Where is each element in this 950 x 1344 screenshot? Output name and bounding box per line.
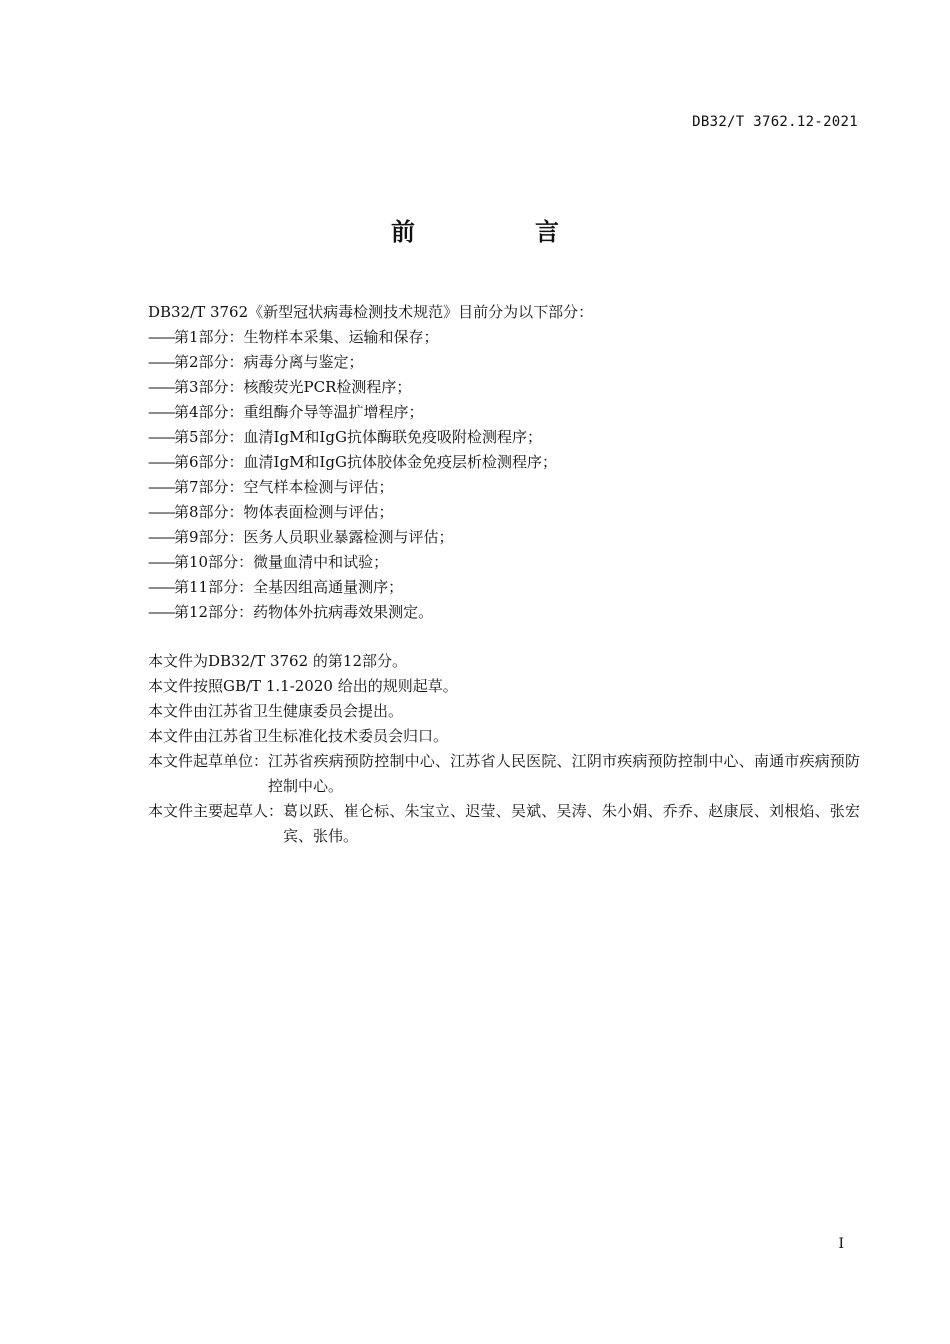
part-item: [148, 325, 860, 350]
intro-line: DB32/T 3762《新型冠状病毒检测技术规范》目前分为以下部分：: [148, 303, 594, 321]
statement-managed-by: 本文件由江苏省卫生标准化技术委员会归口。: [148, 727, 449, 745]
drafting-units-value: 江苏省疾病预防控制中心、江苏省人民医院、江阴市疾病预防控制中心、南通市疾病预防控制中心。: [268, 752, 860, 795]
part-item: [148, 375, 860, 400]
part-label: 第4部分：重组酶介导等温扩增程序；: [174, 403, 424, 421]
dash-marker: ——: [148, 478, 174, 496]
part-label: 第11部分：全基因组高通量测序；: [174, 578, 404, 596]
drafters-value: 葛以跃、崔仑标、朱宝立、迟莹、吴斌、吴涛、朱小娟、乔乔、赵康辰、刘根焰、张宏宾、张伟。: [283, 802, 860, 845]
parts-list: [148, 325, 860, 625]
document-code: DB32/T 3762.12-2021: [692, 114, 858, 130]
dash-marker: ——: [148, 503, 174, 521]
dash-marker: ——: [148, 353, 174, 371]
dash-marker: ——: [148, 603, 174, 621]
drafters-row: [148, 799, 860, 849]
part-item: [148, 400, 860, 425]
part-item: [148, 525, 860, 550]
part-item: [148, 600, 860, 625]
statement-drafting-rules: 本文件按照GB/T 1.1-2020 给出的规则起草。: [148, 677, 458, 695]
part-label: 第2部分：病毒分离与鉴定；: [174, 353, 364, 371]
foreword-body: [148, 300, 860, 849]
part-label: 第7部分：空气样本检测与评估；: [174, 478, 394, 496]
part-item: [148, 500, 860, 525]
part-item: [148, 550, 860, 575]
part-label: 第1部分：生物样本采集、运输和保存；: [174, 328, 439, 346]
part-label: 第9部分：医务人员职业暴露检测与评估；: [174, 528, 454, 546]
dash-marker: ——: [148, 428, 174, 446]
part-item: [148, 350, 860, 375]
part-item: [148, 450, 860, 475]
statement-part-of: 本文件为DB32/T 3762 的第12部分。: [148, 652, 407, 670]
dash-marker: ——: [148, 528, 174, 546]
drafting-units-row: [148, 749, 860, 799]
page-title: 前 言: [391, 218, 607, 246]
statement-proposed-by: 本文件由江苏省卫生健康委员会提出。: [148, 702, 404, 720]
drafting-units-label: 本文件起草单位：: [148, 752, 269, 770]
dash-marker: ——: [148, 328, 174, 346]
page-number: I: [838, 1236, 844, 1252]
part-label: 第5部分：血清IgM和IgG抗体酶联免疫吸附检测程序；: [174, 428, 542, 446]
dash-marker: ——: [148, 578, 174, 596]
drafters-label: 本文件主要起草人：: [148, 802, 284, 820]
part-label: 第10部分：微量血清中和试验；: [174, 553, 389, 571]
part-label: 第6部分：血清IgM和IgG抗体胶体金免疫层析检测程序；: [174, 453, 557, 471]
dash-marker: ——: [148, 378, 174, 396]
part-label: 第3部分：核酸荧光PCR检测程序；: [174, 378, 412, 396]
part-item: [148, 425, 860, 450]
part-label: 第12部分：药物体外抗病毒效果测定。: [174, 603, 434, 621]
dash-marker: ——: [148, 553, 174, 571]
part-label: 第8部分：物体表面检测与评估；: [174, 503, 394, 521]
spacer: [148, 625, 860, 649]
dash-marker: ——: [148, 403, 174, 421]
part-item: [148, 475, 860, 500]
part-item: [148, 575, 860, 600]
dash-marker: ——: [148, 453, 174, 471]
